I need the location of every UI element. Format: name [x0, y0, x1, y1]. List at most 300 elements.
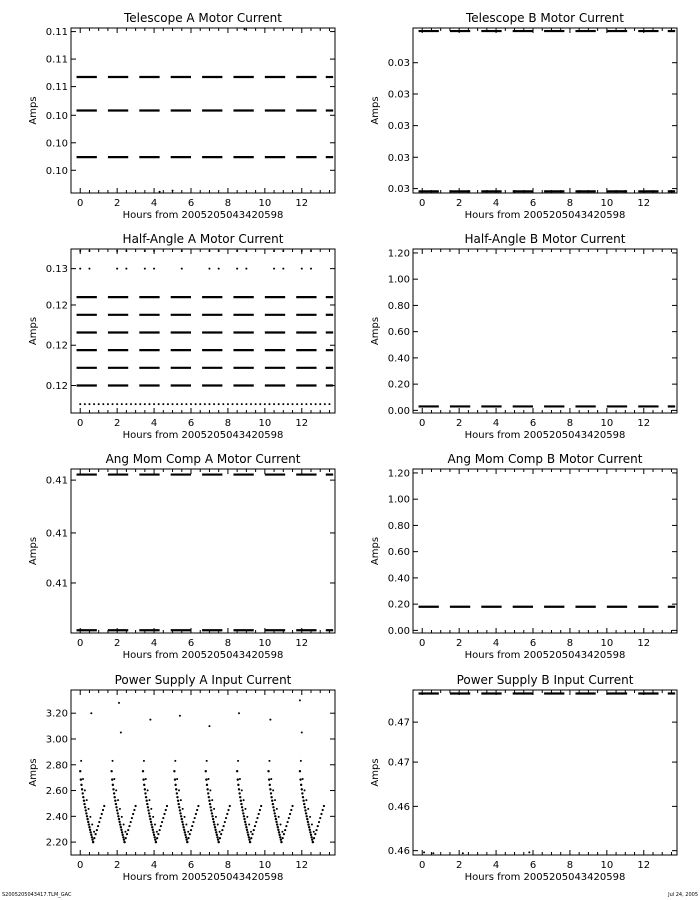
data-point	[292, 403, 294, 405]
data-point	[310, 834, 312, 836]
y-tick-label: 0.00	[387, 405, 410, 417]
data-point	[102, 809, 104, 811]
data-point	[208, 403, 210, 405]
data-point	[98, 821, 100, 823]
x-tick-label: 0	[77, 638, 84, 649]
data-point	[204, 403, 206, 405]
data-point	[190, 829, 192, 831]
data-point	[247, 834, 249, 836]
plot-frame	[71, 249, 335, 413]
data-point	[148, 799, 150, 801]
data-point	[274, 815, 276, 817]
data-point	[97, 825, 99, 827]
x-tick-label: 6	[187, 638, 195, 649]
data-point	[306, 818, 308, 820]
data-point	[82, 778, 84, 780]
data-point	[249, 841, 251, 843]
y-tick-label: 0.20	[387, 599, 410, 611]
data-point	[184, 834, 186, 836]
plot-frame	[413, 28, 677, 193]
chart-panel-7	[28, 673, 335, 883]
data-point	[216, 836, 218, 838]
data-point	[273, 812, 275, 814]
data-point	[242, 812, 244, 814]
data-point	[213, 808, 215, 810]
data-point	[268, 778, 270, 780]
data-point	[302, 796, 304, 798]
data-point	[162, 817, 164, 819]
data-point	[113, 792, 115, 794]
data-point	[96, 829, 98, 831]
data-point	[187, 831, 189, 833]
data-point	[217, 824, 219, 826]
data-point	[248, 836, 250, 838]
data-point	[191, 825, 193, 827]
data-point	[217, 839, 219, 841]
data-point	[113, 796, 115, 798]
data-point	[318, 821, 320, 823]
data-point	[176, 792, 178, 794]
data-point	[152, 816, 154, 818]
y-tick-label: 0.41	[45, 475, 68, 487]
y-tick-label: 0.11	[45, 54, 68, 66]
data-point	[130, 403, 132, 405]
data-point	[93, 403, 95, 405]
data-point	[123, 841, 125, 843]
data-point	[309, 829, 311, 831]
data-point	[99, 817, 101, 819]
data-point	[281, 831, 283, 833]
y-tick-label: 0.03	[387, 58, 410, 70]
data-point	[196, 809, 198, 811]
data-point	[79, 268, 81, 270]
data-point	[123, 824, 125, 826]
data-point	[213, 823, 215, 825]
data-point	[125, 250, 127, 252]
data-point	[145, 796, 147, 798]
data-point	[173, 770, 175, 772]
data-point	[243, 818, 245, 820]
data-point	[149, 719, 151, 721]
data-point	[301, 788, 303, 790]
data-point	[121, 831, 123, 833]
data-point	[101, 813, 103, 815]
data-point	[278, 403, 280, 405]
data-point	[241, 806, 243, 808]
data-point	[243, 815, 245, 817]
data-point	[323, 805, 325, 807]
data-point	[107, 403, 109, 405]
x-tick-label: 8	[566, 198, 574, 209]
y-tick-label: 0.10	[45, 138, 68, 150]
data-point	[190, 403, 192, 405]
data-point	[273, 809, 275, 811]
data-point	[124, 831, 126, 833]
y-tick-label: 2.20	[45, 837, 68, 849]
data-point	[208, 268, 210, 270]
data-point	[162, 403, 164, 405]
data-point	[219, 837, 221, 839]
data-point	[148, 403, 150, 405]
data-point	[183, 829, 185, 831]
x-axis-label: Hours from 2005205043420598	[122, 872, 284, 883]
data-point	[258, 813, 260, 815]
data-point	[218, 403, 220, 405]
data-point	[195, 813, 197, 815]
x-tick-label: 8	[566, 638, 574, 649]
data-point	[116, 250, 118, 252]
data-point	[311, 839, 313, 841]
data-point	[278, 834, 280, 836]
data-point	[145, 778, 147, 780]
data-point	[85, 809, 87, 811]
data-point	[206, 788, 208, 790]
data-point	[208, 800, 210, 802]
data-point	[237, 760, 239, 762]
data-point	[313, 837, 315, 839]
y-tick-label: 0.11	[45, 27, 68, 39]
y-tick-label: 0.12	[45, 300, 68, 312]
chart-panel-2	[370, 11, 677, 221]
data-point	[238, 712, 240, 714]
data-point	[184, 831, 186, 833]
chart-panel-6	[370, 452, 677, 661]
data-point	[176, 778, 178, 780]
data-point	[324, 403, 326, 405]
data-point	[423, 851, 425, 853]
data-point	[267, 770, 269, 772]
data-point	[272, 803, 274, 805]
x-tick-label: 2	[113, 638, 121, 649]
data-point	[88, 250, 90, 252]
y-tick-label: 0.80	[387, 520, 410, 532]
data-point	[244, 28, 246, 30]
data-point	[301, 268, 303, 270]
x-tick-label: 6	[187, 860, 195, 871]
data-point	[156, 837, 158, 839]
data-point	[150, 821, 152, 823]
data-point	[187, 837, 189, 839]
y-tick-label: 0.47	[387, 757, 410, 769]
y-tick-label: 0.10	[45, 110, 68, 122]
data-point	[278, 816, 280, 818]
y-tick-label: 0.03	[387, 184, 410, 196]
data-point	[269, 788, 271, 790]
data-point	[273, 250, 275, 252]
data-point	[79, 250, 81, 252]
data-point	[245, 268, 247, 270]
x-tick-label: 8	[224, 860, 232, 871]
data-point	[227, 809, 229, 811]
data-point	[80, 778, 82, 780]
x-tick-label: 6	[529, 638, 537, 649]
data-point	[84, 403, 86, 405]
x-tick-label: 4	[492, 418, 500, 429]
data-point	[120, 732, 122, 734]
chart-panel-5	[28, 452, 335, 661]
data-point	[280, 839, 282, 841]
data-point	[165, 809, 167, 811]
y-tick-label: 0.47	[387, 717, 410, 729]
data-point	[142, 778, 144, 780]
y-tick-label: 0.46	[387, 801, 410, 813]
y-axis-label: Amps	[370, 758, 381, 787]
data-point	[305, 799, 307, 801]
data-point	[209, 803, 211, 805]
data-point	[313, 831, 315, 833]
x-axis-label: Hours from 2005205043420598	[464, 650, 626, 661]
data-point	[166, 805, 168, 807]
x-tick-label: 8	[566, 418, 574, 429]
chart-title: Power Supply A Input Current	[114, 673, 292, 687]
data-point	[161, 821, 163, 823]
data-point	[157, 833, 159, 835]
data-point	[208, 725, 210, 727]
data-point	[185, 403, 187, 405]
data-point	[118, 818, 120, 820]
data-point	[299, 770, 301, 772]
data-point	[289, 813, 291, 815]
data-point	[300, 784, 302, 786]
data-point	[291, 805, 293, 807]
y-tick-label: 3.20	[45, 708, 68, 720]
data-point	[213, 821, 215, 823]
data-point	[189, 833, 191, 835]
data-point	[282, 403, 284, 405]
data-point	[117, 799, 119, 801]
data-point	[206, 784, 208, 786]
y-axis-label: Amps	[370, 316, 381, 346]
data-point	[148, 812, 150, 814]
data-point	[115, 789, 117, 791]
data-point	[80, 784, 82, 786]
data-point	[179, 809, 181, 811]
x-tick-label: 4	[492, 638, 500, 649]
data-point	[309, 831, 311, 833]
data-point	[287, 821, 289, 823]
data-point	[125, 837, 127, 839]
data-point	[208, 796, 210, 798]
data-point	[178, 806, 180, 808]
data-point	[238, 792, 240, 794]
y-tick-label: 3.00	[45, 734, 68, 746]
y-axis-label: Amps	[28, 536, 39, 566]
data-point	[214, 829, 216, 831]
x-tick-label: 8	[224, 418, 232, 429]
data-point	[215, 816, 217, 818]
data-point	[305, 812, 307, 814]
data-point	[275, 821, 277, 823]
y-axis-label: Amps	[370, 536, 381, 566]
data-point	[156, 831, 158, 833]
data-point	[462, 852, 464, 854]
data-point	[241, 403, 243, 405]
data-point	[91, 836, 93, 838]
data-point	[315, 829, 317, 831]
x-tick-label: 12	[637, 198, 651, 209]
data-point	[209, 806, 211, 808]
data-point	[245, 823, 247, 825]
data-point	[282, 268, 284, 270]
x-tick-label: 6	[529, 418, 537, 429]
data-point	[144, 403, 146, 405]
data-point	[98, 403, 100, 405]
data-point	[87, 821, 89, 823]
y-tick-label: 2.60	[45, 786, 68, 798]
data-point	[145, 800, 147, 802]
y-tick-label: 0.13	[45, 264, 68, 276]
data-point	[244, 821, 246, 823]
data-point	[158, 403, 160, 405]
data-point	[239, 778, 241, 780]
data-point	[185, 836, 187, 838]
data-point	[147, 809, 149, 811]
data-point	[155, 841, 157, 843]
data-point	[116, 809, 118, 811]
data-point	[208, 778, 210, 780]
data-point	[243, 799, 245, 801]
data-point	[223, 825, 225, 827]
x-tick-label: 8	[566, 860, 574, 871]
data-point	[272, 806, 274, 808]
data-point	[121, 816, 123, 818]
data-point	[222, 403, 224, 405]
data-point	[240, 800, 242, 802]
data-point	[250, 837, 252, 839]
data-point	[186, 841, 188, 843]
data-point	[328, 403, 330, 405]
data-point	[285, 825, 287, 827]
data-point	[89, 831, 91, 833]
y-tick-label: 0.46	[387, 846, 410, 858]
x-tick-label: 12	[295, 860, 309, 871]
data-point	[139, 403, 141, 405]
x-tick-label: 8	[224, 198, 232, 209]
data-point	[89, 829, 91, 831]
data-point	[210, 809, 212, 811]
x-axis-label: Hours from 2005205043420598	[464, 210, 626, 221]
data-point	[432, 852, 434, 854]
data-point	[121, 403, 123, 405]
x-tick-label: 0	[419, 860, 426, 871]
data-point	[236, 770, 238, 772]
x-tick-label: 2	[113, 860, 121, 871]
y-tick-label: 0.41	[45, 528, 68, 540]
data-point	[271, 800, 273, 802]
chart-title: Half-Angle A Motor Current	[122, 232, 284, 246]
x-tick-label: 4	[492, 860, 500, 871]
x-tick-label: 0	[419, 638, 426, 649]
data-point	[319, 817, 321, 819]
x-axis-label: Hours from 2005205043420598	[122, 430, 284, 441]
data-point	[126, 833, 128, 835]
data-point	[111, 778, 113, 780]
data-point	[211, 812, 213, 814]
data-point	[174, 778, 176, 780]
data-point	[317, 825, 319, 827]
data-point	[207, 792, 209, 794]
data-point	[309, 816, 311, 818]
data-point	[211, 815, 213, 817]
data-point	[301, 792, 303, 794]
data-point	[240, 803, 242, 805]
data-point	[308, 826, 310, 828]
data-point	[81, 792, 83, 794]
x-tick-label: 12	[295, 418, 309, 429]
data-point	[312, 841, 314, 843]
data-point	[123, 839, 125, 841]
chart-panel-8	[370, 673, 677, 883]
data-point	[142, 770, 144, 772]
data-point	[315, 403, 317, 405]
data-point	[133, 809, 135, 811]
data-point	[209, 789, 211, 791]
y-tick-label: 0.11	[45, 82, 68, 94]
y-tick-label: 1.20	[387, 248, 410, 260]
data-point	[236, 403, 238, 405]
x-tick-label: 10	[258, 860, 272, 871]
y-tick-label: 0.03	[387, 89, 410, 101]
data-point	[176, 403, 178, 405]
data-point	[287, 403, 289, 405]
y-tick-label: 2.80	[45, 760, 68, 772]
data-point	[305, 815, 307, 817]
data-point	[245, 826, 247, 828]
data-point	[268, 760, 270, 762]
data-point	[144, 268, 146, 270]
data-point	[238, 788, 240, 790]
y-tick-label: 0.40	[387, 353, 410, 365]
data-point	[182, 823, 184, 825]
data-point	[300, 760, 302, 762]
data-point	[303, 803, 305, 805]
y-tick-label: 0.10	[45, 165, 68, 177]
data-point	[147, 789, 149, 791]
data-point	[86, 799, 88, 801]
data-point	[91, 839, 93, 841]
x-tick-label: 12	[637, 860, 651, 871]
data-point	[299, 699, 301, 701]
data-point	[88, 823, 90, 825]
x-tick-label: 10	[258, 418, 272, 429]
data-point	[122, 836, 124, 838]
data-point	[248, 839, 250, 841]
plot-frame	[71, 690, 335, 855]
data-point	[88, 268, 90, 270]
data-point	[214, 826, 216, 828]
data-point	[128, 825, 130, 827]
data-point	[185, 839, 187, 841]
data-point	[290, 809, 292, 811]
data-point	[322, 809, 324, 811]
data-point	[132, 813, 134, 815]
data-point	[305, 403, 307, 405]
chart-title: Telescope A Motor Current	[124, 11, 282, 25]
data-point	[279, 836, 281, 838]
data-point	[239, 796, 241, 798]
y-tick-label: 0.60	[387, 327, 410, 339]
data-point	[153, 250, 155, 252]
data-point	[215, 831, 217, 833]
x-tick-label: 6	[529, 198, 537, 209]
data-point	[95, 833, 97, 835]
y-tick-label: 1.00	[387, 494, 410, 506]
data-point	[112, 784, 114, 786]
y-tick-label: 2.40	[45, 811, 68, 823]
data-point	[112, 788, 114, 790]
data-point	[83, 803, 85, 805]
x-tick-label: 2	[113, 418, 121, 429]
